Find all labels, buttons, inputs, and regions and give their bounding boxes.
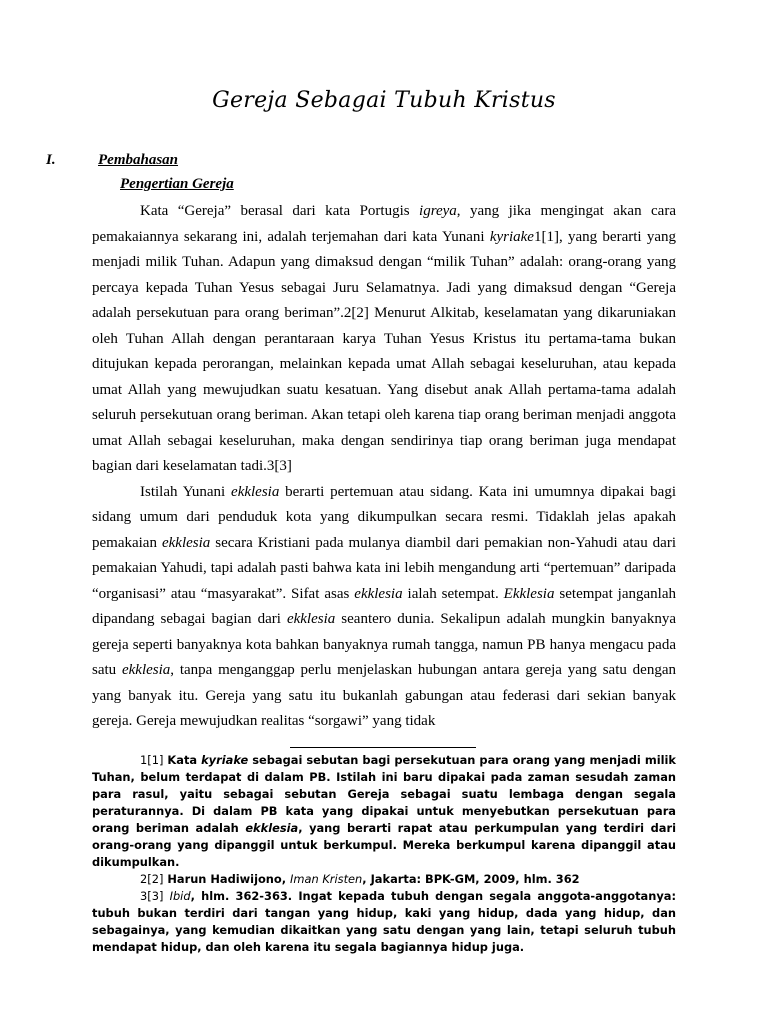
- text-run: , Jakarta: BPK-GM, 2009, hlm. 362: [362, 872, 580, 886]
- subsection-heading: Pengertian Gereja: [120, 176, 234, 192]
- text-run-italic: kyriake: [201, 753, 249, 767]
- text-run-italic: ekklesia: [286, 611, 336, 627]
- footnote-separator: [290, 747, 476, 748]
- text-run: seantero dunia. Sekalipun adalah mungkin banyaknya gereja seperti banyaknya kota bahkan banyaknya rumah tangga, namun PB hanya mengacu pada satu: [92, 611, 676, 678]
- footnote-marker: 3[3]: [140, 889, 164, 903]
- text-run: setempat janganlah dipandang sebagai bagian dari: [92, 585, 676, 627]
- text-run: 1[1], yang berarti yang menjadi milik Tuhan. Adapun yang dimaksud dengan “milik Tuhan” adalah: orang-orang yang percaya kepada Tuhan Yesus sebagai Juru Selamatnya. Jadi yang dimaksud dengan “Gereja adalah persekutuan para orang beriman”.2[2] Menurut Alkitab, keselamatan yang dikaruniakan oleh Tuhan Allah dengan perantaraan karya Tuhan Yesus Kristus itu pertama-tama bukan ditujukan kepada perorangan, melainkan kepada umat Allah sebagai keseluruhan, atau kepada umat Allah yang mewujudkan suatu kesatuan. Yang disebut anak Allah pertama-tama adalah seluruh persekutuan orang beriman. Akan tetapi oleh karena tiap orang beriman menjadi anggota umat Allah sebagai keseluruhan, maka dengan sendirinya tiap orang beriman juga mendapat bagian dari keselamatan tadi.3[3]: [92, 228, 677, 474]
- text-run-italic: ekklesia: [231, 483, 280, 500]
- text-run-italic: Iman Kristen: [290, 872, 363, 886]
- text-run: Harun Hadiwijono,: [163, 872, 291, 886]
- text-run: Kata “Gereja” berasal dari kata Portugis: [140, 203, 420, 219]
- section-label: Pembahasan: [98, 152, 179, 168]
- paragraph-1: [92, 199, 676, 480]
- text-run: ialah setempat.: [402, 585, 504, 602]
- text-run-italic: kyriake: [489, 228, 534, 245]
- text-run: , yang jika mengingat akan cara pemakaiannya sekarang ini, adalah terjemahan dari kata Yunani: [92, 203, 676, 245]
- text-run-italic: ekklesia: [161, 534, 211, 551]
- text-run-italic: Ekklesia: [503, 585, 555, 602]
- footnote-marker: 1[1]: [140, 753, 164, 767]
- text-run: , yang berarti rapat atau perkumpulan yang terdiri dari orang-orang yang dipanggil untuk berkumpul. Mereka berkumpul karena dipanggil atau dikumpulkan.: [92, 821, 676, 869]
- footnote-1: [92, 752, 676, 871]
- paragraph-2: [92, 480, 676, 735]
- text-run: sebagai sebutan bagi persekutuan para orang yang menjadi milik Tuhan, belum terdapat di dalam PB. Istilah ini baru dipakai pada zaman sesudah zaman para rasul, yaitu sebagai sebutan Gereja sebagai suatu lembaga dengan segala peraturannya. Di dalam PB kata yang dipakai untuk menyebutkan persekutuan para orang beriman adalah: [92, 753, 676, 835]
- text-run: , tanpa menganggap perlu menjelaskan hubungan antara gereja yang satu dengan yang banyak itu. Gereja yang satu itu bukanlah gabungan atau federasi dari sekian banyak gereja. Gereja mewujudkan realitas “sorgawi” yang tidak: [92, 662, 676, 729]
- document-title: Gereja Sebagai Tubuh Kristus: [212, 88, 556, 113]
- text-run: berarti pertemuan atau sidang. Kata ini umumnya dipakai bagi sidang umum dari penduduk kota yang dikumpulkan secara resmi. Tidaklah jelas apakah pemakaian: [92, 483, 676, 551]
- text-run-italic: igreya: [419, 203, 457, 219]
- text-run-italic: Ibid: [169, 889, 191, 903]
- text-run-italic: ekklesia: [245, 821, 299, 835]
- text-run-italic: ekklesia: [121, 662, 171, 678]
- footnotes: [92, 752, 676, 956]
- section-heading: [46, 152, 179, 169]
- body-text: [92, 199, 676, 735]
- text-run: Kata: [163, 753, 202, 767]
- text-run-italic: ekklesia: [354, 585, 403, 602]
- footnote-3: [92, 888, 676, 956]
- text-run: secara Kristiani pada mulanya diambil dari pemakian non-Yahudi atau dari pemakaian Yahudi, tapi adalah pasti bahwa kata ini lebih mengandung arti “pertemuan” daripada “organisasi” atau “masyarakat”. Sifat asas: [92, 534, 677, 602]
- footnote-marker: 2[2]: [140, 872, 164, 886]
- text-run: Istilah Yunani: [140, 483, 232, 500]
- text-run: , hlm. 362-363. Ingat kepada tubuh dengan segala anggota-anggotanya: tubuh bukan terdiri dari tangan yang hidup, kaki yang hidup, dada yang hidup, dan sebagainya, yang kemudian dikaitkan yang satu dengan yang lain, tetapi seluruh tubuh mendapat hidup, dan oleh karena itu segala bagiannya hidup juga.: [92, 889, 676, 954]
- footnote-2: [92, 871, 676, 888]
- section-number: I.: [46, 152, 56, 168]
